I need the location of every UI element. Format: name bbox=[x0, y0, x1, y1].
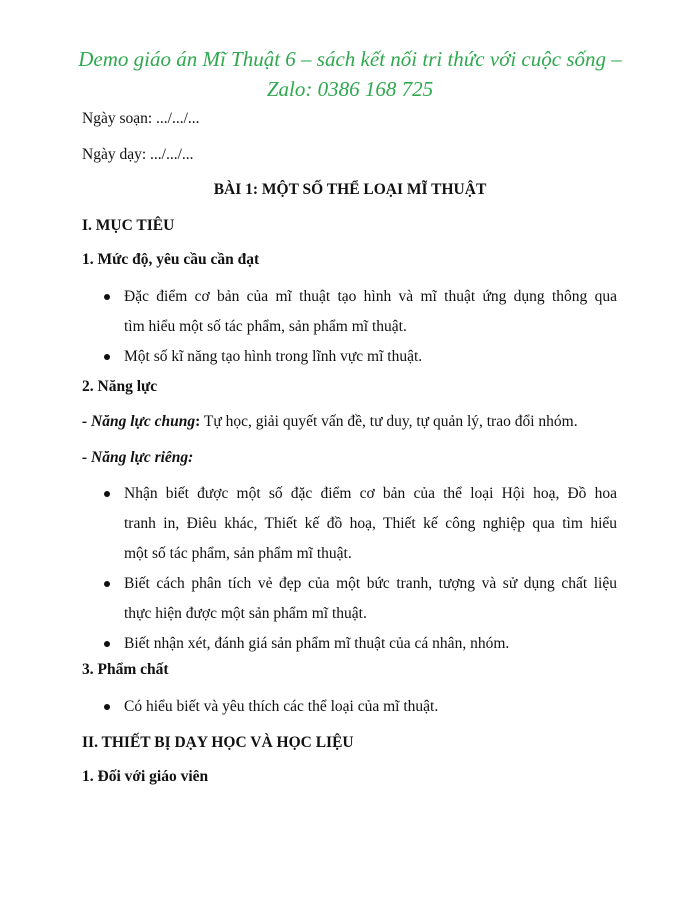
bullet-text: Biết cách phân tích vẻ đẹp của một bức tranh, tượng và sử dụng chất liệu bbox=[124, 575, 617, 592]
bullet-text: một số tác phẩm, sản phẩm mĩ thuật. bbox=[124, 545, 352, 562]
list-item-continuation bbox=[124, 539, 617, 569]
list-item bbox=[124, 479, 617, 509]
bullet-text: thực hiện được một sản phẩm mĩ thuật. bbox=[124, 605, 367, 622]
list-item-continuation bbox=[124, 509, 617, 539]
banner-line-2: Zalo: 0386 168 725 bbox=[266, 77, 434, 101]
section-2-heading: II. THIẾT BỊ DẠY HỌC VÀ HỌC LIỆU bbox=[82, 734, 354, 751]
bullet-text: Nhận biết được một số đặc điểm cơ bản của thể loại Hội hoạ, Đồ hoa bbox=[124, 485, 617, 502]
list-item bbox=[124, 629, 617, 659]
list-item bbox=[124, 569, 617, 599]
bullet-text: tìm hiểu một số tác phẩm, sản phẩm mĩ thuật. bbox=[124, 318, 407, 335]
subsection-1-3-heading: 3. Phẩm chất bbox=[82, 661, 169, 678]
list-item bbox=[124, 342, 617, 372]
section-1-heading: I. MỤC TIÊU bbox=[82, 217, 175, 234]
subsection-1-1-heading: 1. Mức độ, yêu cầu cần đạt bbox=[82, 251, 260, 268]
nang-luc-chung-label: - Năng lực chung bbox=[82, 413, 196, 430]
bullet-text: tranh in, Điêu khác, Thiết kế đồ hoạ, Thiết kế công nghiệp qua tìm hiểu bbox=[124, 515, 617, 532]
ngay-day: Ngày dạy: .../.../... bbox=[82, 146, 194, 163]
bullet-icon bbox=[104, 294, 110, 300]
bullet-text: Đặc điểm cơ bản của mĩ thuật tạo hình và mĩ thuật ứng dụng thông qua bbox=[124, 288, 617, 305]
bullet-icon bbox=[104, 581, 110, 587]
bullet-list-pham-chat bbox=[124, 692, 617, 722]
lesson-title: BÀI 1: MỘT SỐ THỂ LOẠI MĨ THUẬT bbox=[213, 181, 487, 198]
bullet-text: Biết nhận xét, đánh giá sản phẩm mĩ thuật của cá nhân, nhóm. bbox=[124, 635, 510, 652]
banner-line-1: Demo giáo án Mĩ Thuật 6 – sách kết nối tri thức với cuộc sống – bbox=[78, 47, 622, 71]
bullet-icon bbox=[104, 641, 110, 647]
bullet-list-nang-luc-rieng bbox=[124, 479, 617, 659]
bullet-text: Có hiểu biết và yêu thích các thể loại của mĩ thuật. bbox=[124, 698, 439, 715]
subsection-2-1-heading: 1. Đối với giáo viên bbox=[82, 768, 209, 785]
list-item-continuation bbox=[124, 599, 617, 629]
list-item bbox=[124, 282, 617, 312]
bullet-icon bbox=[104, 354, 110, 360]
subsection-1-2-heading: 2. Năng lực bbox=[82, 378, 158, 395]
bullet-text: Một số kĩ năng tạo hình trong lĩnh vực mĩ thuật. bbox=[124, 348, 423, 365]
list-item-continuation bbox=[124, 312, 617, 342]
nang-luc-chung-colon: : bbox=[195, 413, 201, 430]
nang-luc-chung bbox=[82, 413, 578, 431]
bullet-icon bbox=[104, 491, 110, 497]
bullet-icon bbox=[104, 704, 110, 710]
nang-luc-rieng-label: - Năng lực riêng: bbox=[82, 449, 194, 466]
ngay-soan: Ngày soạn: .../.../... bbox=[82, 110, 200, 127]
nang-luc-chung-text: Tự học, giải quyết vấn đề, tư duy, tự quản lý, trao đổi nhóm. bbox=[200, 413, 578, 430]
list-item bbox=[124, 692, 617, 722]
bullet-list-muc-do bbox=[124, 282, 617, 372]
